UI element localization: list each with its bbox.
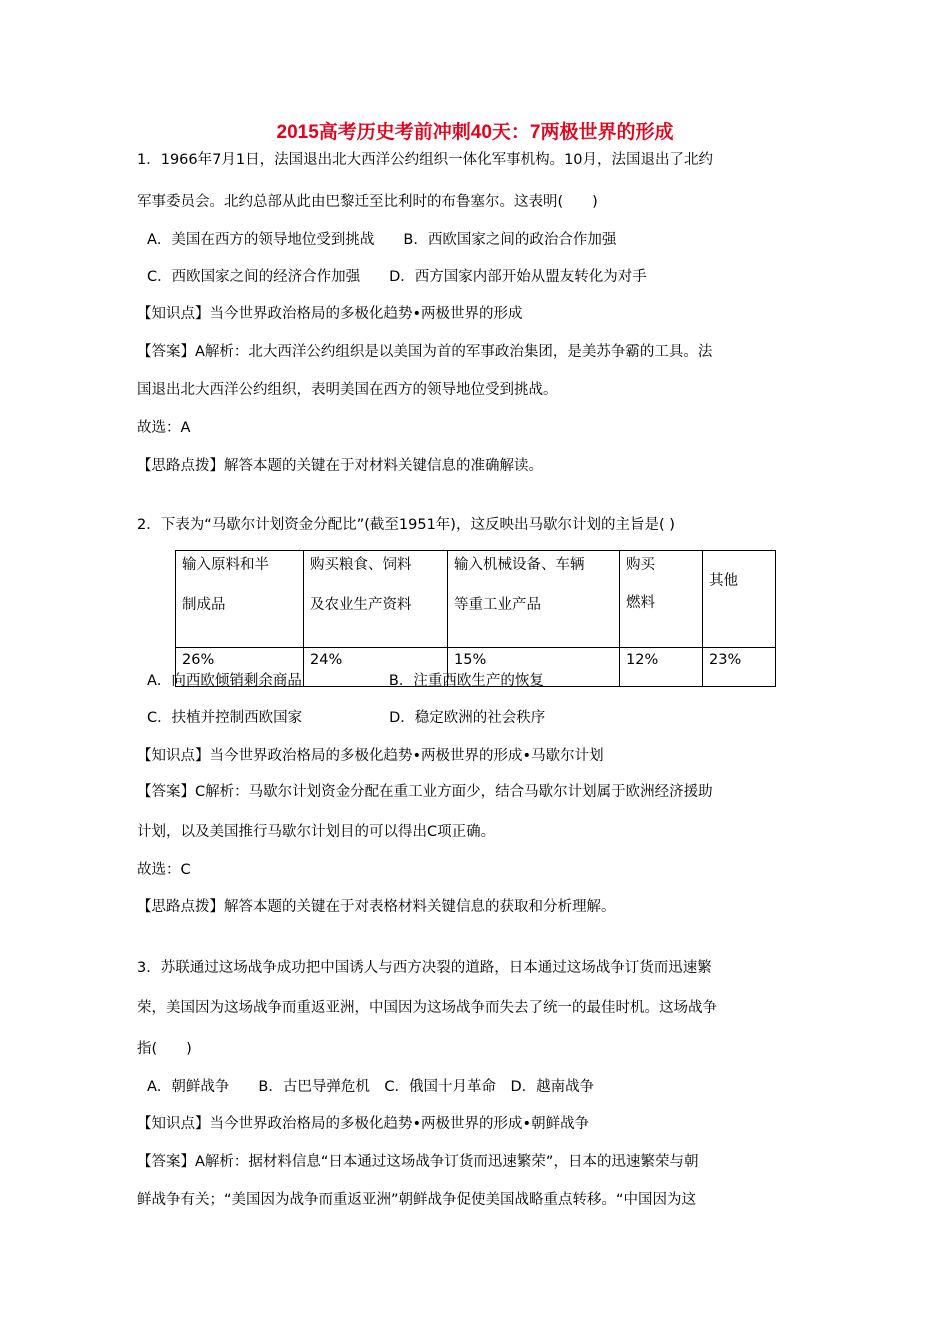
q2-answer-line1: 【答案】C解析：马歇尔计划资金分配在重工业方面少，结合马歇尔计划属于欧洲经济援助 xyxy=(137,784,713,800)
q2-stem: 2．下表为“马歇尔计划资金分配比”(截至1951年)，这反映出马歇尔计划的主旨是( ) xyxy=(137,517,675,533)
q2-tip: 【思路点拨】解答本题的关键在于对表格材料关键信息的获取和分析理解。 xyxy=(137,899,616,915)
q1-options-line1: A．美国在西方的领导地位受到挑战 B．西欧国家之间的政治合作加强 xyxy=(147,232,617,248)
cell-text: 26% xyxy=(182,652,215,668)
q3-stem-line3: 指( ) xyxy=(137,1041,192,1057)
table-header-cell xyxy=(176,551,304,648)
q3-answer-line2: 鲜战争有关；“美国因为战争而重返亚洲”朝鲜战争促使美国战略重点转移。“中国因为这 xyxy=(137,1192,697,1208)
cell-text: 15% xyxy=(454,652,487,668)
q2-options-line1: A．向西欧倾销剩余商品 B．注重西欧生产的恢复 xyxy=(147,673,544,689)
header-text: 其他 xyxy=(709,573,738,589)
header-text: 输入原料和半 xyxy=(182,557,269,573)
table-header-cell xyxy=(304,551,448,648)
header-text: 燃料 xyxy=(626,595,655,611)
q3-stem-line2: 荣，美国因为这场战争而重返亚洲，中国因为这场战争而失去了统一的最佳时机。这场战争 xyxy=(137,1000,717,1016)
q1-knowledge-point: 【知识点】当今世界政治格局的多极化趋势•两极世界的形成 xyxy=(137,306,523,322)
q3-knowledge-point: 【知识点】当今世界政治格局的多极化趋势•两极世界的形成•朝鲜战争 xyxy=(137,1116,590,1132)
header-text: 购买粮食、饲料 xyxy=(310,557,412,573)
q1-choice: 故选：A xyxy=(137,420,191,436)
cell-text: 23% xyxy=(709,652,742,668)
marshall-plan-table xyxy=(175,550,776,687)
table-header-row xyxy=(176,551,776,648)
document-title: 2015高考历史考前冲刺40天：7两极世界的形成 xyxy=(276,122,674,143)
header-text: 及农业生产资料 xyxy=(310,597,412,613)
q1-stem-line1: 1．1966年7月1日，法国退出北大西洋公约组织一体化军事机构。10月，法国退出了北约 xyxy=(137,152,714,168)
q3-options: A．朝鲜战争 B．古巴导弹危机 C．俄国十月革命 D．越南战争 xyxy=(147,1079,595,1095)
q1-tip: 【思路点拨】解答本题的关键在于对材料关键信息的准确解读。 xyxy=(137,458,543,474)
q1-options-line2: C．西欧国家之间的经济合作加强 D．西方国家内部开始从盟友转化为对手 xyxy=(147,269,647,285)
q3-stem-line1: 3．苏联通过这场战争成功把中国诱人与西方决裂的道路，日本通过这场战争订货而迅速繁 xyxy=(137,960,712,976)
q2-answer-line2: 计划，以及美国推行马歇尔计划目的可以得出C项正确。 xyxy=(137,824,496,840)
cell-text: 12% xyxy=(626,652,659,668)
header-text: 制成品 xyxy=(182,597,226,613)
cell-text: 24% xyxy=(310,652,343,668)
header-text: 输入机械设备、车辆 xyxy=(454,557,585,573)
header-text: 购买 xyxy=(626,557,655,573)
q2-options-line2: C．扶植并控制西欧国家 D．稳定欧洲的社会秩序 xyxy=(147,710,546,726)
table-cell xyxy=(620,648,703,687)
table-header-cell xyxy=(620,551,703,648)
table-cell xyxy=(703,648,776,687)
q3-answer-line1: 【答案】A解析：据材料信息“日本通过这场战争订货而迅速繁荣”，日本的迅速繁荣与朝 xyxy=(137,1154,699,1170)
q1-answer-line2: 国退出北大西洋公约组织，表明美国在西方的领导地位受到挑战。 xyxy=(137,382,558,398)
q2-choice: 故选：C xyxy=(137,862,191,878)
q2-knowledge-point: 【知识点】当今世界政治格局的多极化趋势•两极世界的形成•马歇尔计划 xyxy=(137,748,604,764)
q1-answer-line1: 【答案】A解析：北大西洋公约组织是以美国为首的军事政治集团，是美苏争霸的工具。法 xyxy=(137,344,713,360)
q1-stem-line2: 军事委员会。北约总部从此由巴黎迁至比利时的布鲁塞尔。这表明( ) xyxy=(137,194,598,210)
table-header-cell xyxy=(448,551,620,648)
table-header-cell xyxy=(703,551,776,648)
header-text: 等重工业产品 xyxy=(454,597,541,613)
